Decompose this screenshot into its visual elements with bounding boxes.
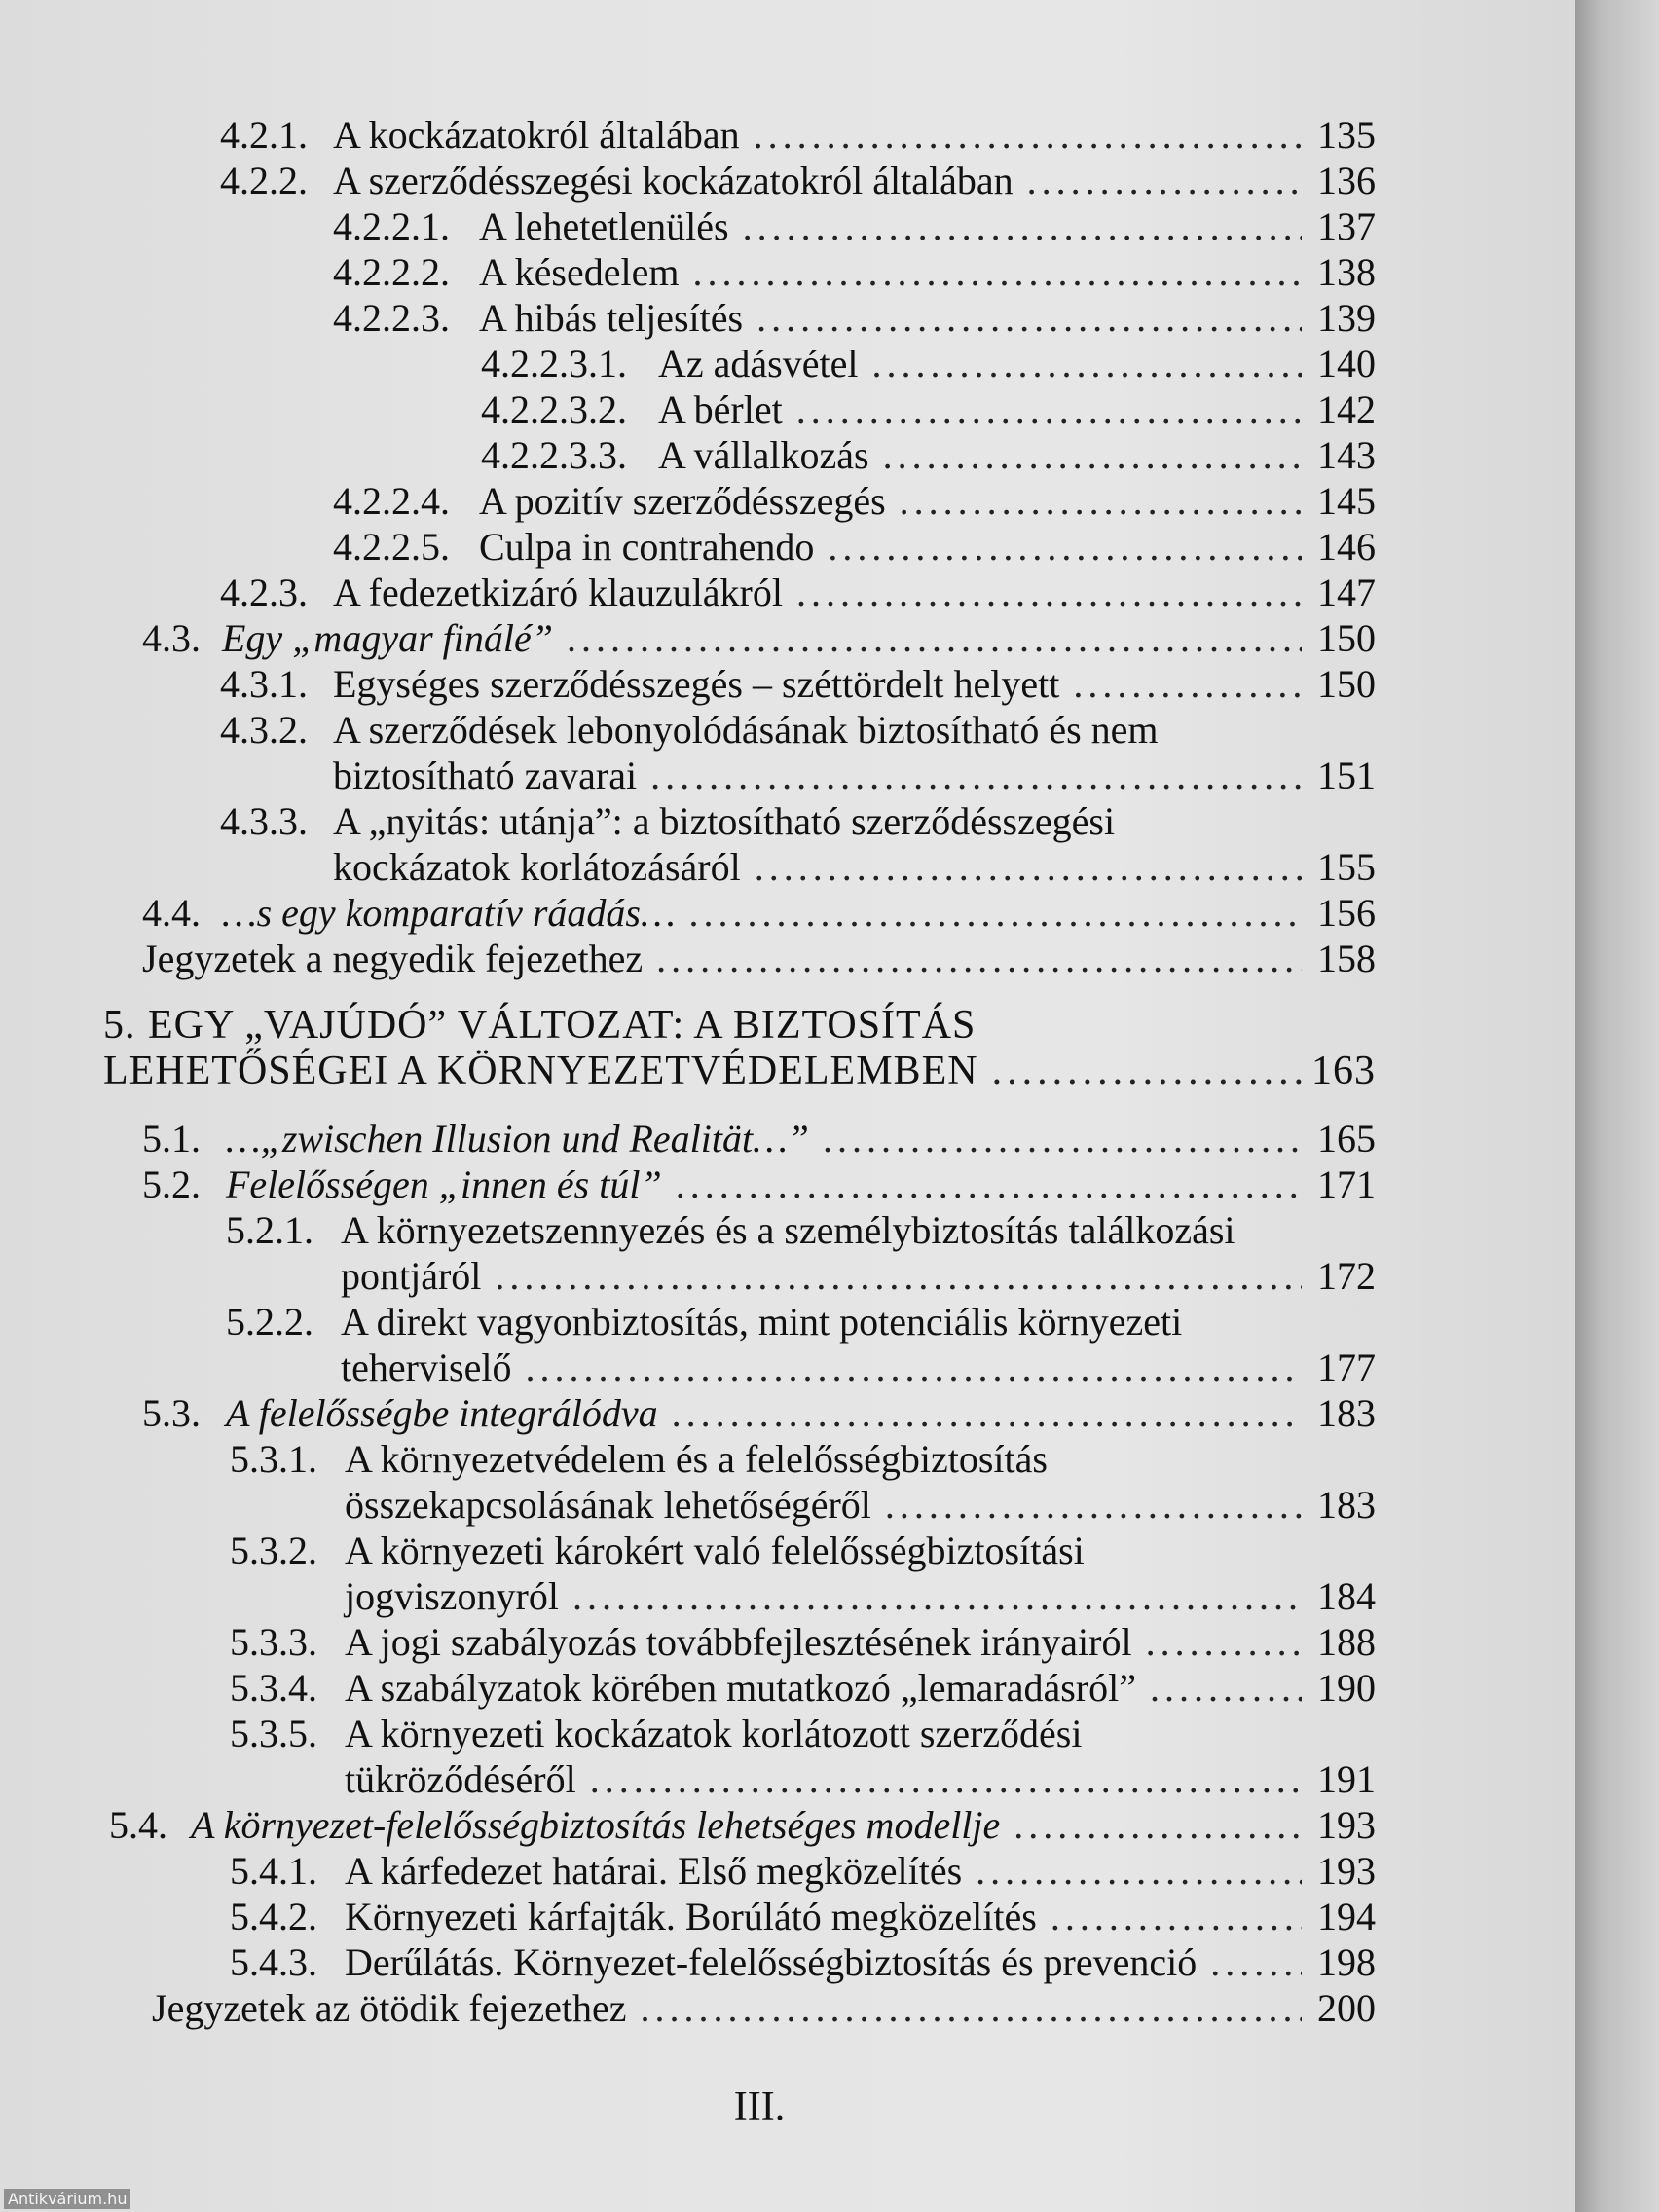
toc-entry <box>220 158 1376 203</box>
dot-leader <box>900 478 1302 524</box>
toc-entry-page: 194 <box>1317 1895 1376 1938</box>
dot-leader <box>693 249 1303 295</box>
toc-chapter-entry <box>103 1003 1376 1094</box>
toc-entry-number: 5.3.3. <box>230 1620 317 1664</box>
toc-entry <box>142 890 1376 936</box>
toc-entry-title: A direkt vagyonbiztosítás, mint potenciális környezeti <box>341 1300 1183 1344</box>
dot-leader <box>656 936 1302 981</box>
toc-entry-title: A bérlet <box>658 387 783 431</box>
toc-entry-number: 4.2.2.3.1. <box>481 342 627 386</box>
toc-entry-number: 5.4.2. <box>230 1895 317 1938</box>
toc-entry-page: 165 <box>1317 1117 1376 1161</box>
toc-entry-page: 158 <box>1317 937 1376 980</box>
toc-entry-title: Culpa in contrahendo <box>479 525 815 569</box>
toc-entry-number: 4.2.2.3.3. <box>481 433 627 477</box>
toc-entry-page: 140 <box>1317 342 1376 386</box>
dot-leader <box>1150 1665 1302 1711</box>
toc-entry-title: A jogi szabályozás továbbfejlesztésének irányairól <box>345 1620 1132 1664</box>
toc-entry-page: 172 <box>1317 1254 1376 1298</box>
toc-entry-page: 191 <box>1317 1757 1376 1801</box>
dot-leader <box>883 432 1302 478</box>
toc-entry-page: 193 <box>1317 1849 1376 1893</box>
toc-entry <box>152 1985 1376 2031</box>
dot-leader <box>572 1573 1302 1619</box>
toc-entry-number: 4.3.3. <box>220 799 308 843</box>
toc-entry-title: Felelősségen „innen és túl” <box>226 1162 662 1206</box>
toc-entry-title: Egységes szerződésszegés – széttördelt helyett <box>333 662 1060 706</box>
dot-leader <box>1210 1939 1302 1985</box>
toc-entry-title: A környezetszennyezés és a személybiztosítás találkozási <box>341 1208 1235 1252</box>
toc-entry-title-continued: pontjáról <box>341 1254 482 1298</box>
toc-entry-number: 4.4. <box>142 891 201 935</box>
dot-leader <box>641 1985 1303 2031</box>
dot-leader <box>650 753 1302 798</box>
toc-entry-page: 146 <box>1317 525 1376 569</box>
toc-entry-title-continued: összekapcsolásának lehetőségéről <box>345 1483 871 1527</box>
toc-entry <box>333 203 1376 249</box>
toc-entry-title: Jegyzetek az ötödik fejezethez <box>152 1986 627 2030</box>
dot-leader <box>1073 661 1302 707</box>
toc-entry-title-continued: kockázatok korlátozásáról <box>333 845 741 889</box>
toc-entry <box>142 615 1376 661</box>
toc-entry-page: 147 <box>1317 571 1376 614</box>
dot-leader <box>992 1049 1302 1094</box>
toc-entry-title: A környezetvédelem és a felelősségbiztosítás <box>345 1437 1048 1481</box>
toc-entry-number: 5. <box>103 1003 136 1048</box>
toc-entry-page: 183 <box>1317 1391 1376 1435</box>
toc-entry-page: 150 <box>1317 616 1376 660</box>
toc-entry-page: 200 <box>1317 1986 1376 2030</box>
toc-entry-page: 151 <box>1317 754 1376 797</box>
dot-leader <box>871 341 1302 387</box>
toc-entry-page: 137 <box>1317 204 1376 248</box>
toc-entry <box>230 1528 1376 1619</box>
toc-entry <box>333 295 1376 341</box>
dot-leader <box>756 295 1302 341</box>
toc-entry-title-continued: biztosítható zavarai <box>333 754 638 797</box>
toc-entry-title: A környezeti kockázatok korlátozott szerződési <box>345 1712 1083 1755</box>
toc-entry-title: A szerződések lebonyolódásának biztosítható és nem <box>333 708 1159 752</box>
toc-entry-title: A szerződésszegési kockázatokról általában <box>333 159 1014 203</box>
dot-leader <box>754 112 1302 158</box>
toc-entry-number: 4.2.2.3.2. <box>481 387 627 431</box>
dot-leader <box>676 1161 1302 1207</box>
toc-entry-page: 138 <box>1317 250 1376 294</box>
toc-entry-title: A pozitív szerződésszegés <box>479 479 886 523</box>
toc-entry-number: 5.3.5. <box>230 1712 317 1755</box>
toc-entry-title: Az adásvétel <box>658 342 859 386</box>
toc-entry <box>230 1848 1376 1894</box>
toc-entry-page: 184 <box>1317 1574 1376 1618</box>
toc-entry-page: 143 <box>1317 433 1376 477</box>
toc-entry-title: A késedelem <box>479 250 680 294</box>
toc-entry-number: 4.2.2.3. <box>333 296 450 340</box>
toc-entry-number: 4.2.2.1. <box>333 204 450 248</box>
dot-leader <box>495 1253 1302 1299</box>
toc-entry <box>481 341 1376 387</box>
dot-leader <box>796 570 1302 615</box>
toc-entry <box>220 661 1376 707</box>
toc-entry-page: 183 <box>1317 1483 1376 1527</box>
toc-entry-number: 5.2.2. <box>226 1300 313 1344</box>
toc-entry <box>481 387 1376 432</box>
toc-entry-number: 5.2. <box>142 1162 201 1206</box>
toc-entry <box>226 1207 1376 1299</box>
toc-entry <box>142 1116 1376 1161</box>
toc-entry-title: A lehetetlenülés <box>479 204 729 248</box>
toc-entry-number: 5.4. <box>109 1803 167 1847</box>
dot-leader <box>1146 1619 1302 1665</box>
toc-entry-title: A kárfedezet határai. Első megközelítés <box>345 1849 963 1893</box>
toc-entry-number: 5.3.2. <box>230 1529 317 1572</box>
toc-entry-title: A hibás teljesítés <box>479 296 744 340</box>
toc-entry <box>220 798 1376 890</box>
page-edge-shadow <box>1575 0 1659 2212</box>
toc-entry-title-continued: teherviselő <box>341 1346 512 1389</box>
dot-leader <box>743 203 1302 249</box>
toc-entry <box>333 524 1376 570</box>
toc-entry-page: 155 <box>1317 845 1376 889</box>
toc-entry-title: A kockázatokról általában <box>333 113 740 157</box>
toc-entry-page: 177 <box>1317 1346 1376 1389</box>
toc-entry-title: A fedezetkizáró klauzulákról <box>333 571 783 614</box>
dot-leader <box>823 1116 1302 1161</box>
toc-entry-number: 4.2.2. <box>220 159 308 203</box>
toc-entry-title: A „nyitás: utánja”: a biztosítható szerződésszegési <box>333 799 1116 843</box>
toc-entry-number: 4.3.2. <box>220 708 308 752</box>
toc-entry-number: 5.3.4. <box>230 1666 317 1710</box>
dot-leader <box>885 1482 1302 1528</box>
dot-leader <box>755 844 1302 890</box>
toc-entry-title-continued: jogviszonyról <box>345 1574 559 1618</box>
dot-leader <box>976 1848 1302 1894</box>
toc-entry <box>142 1161 1376 1207</box>
toc-entry-title: A szabályzatok körében mutatkozó „lemaradásról” <box>345 1666 1136 1710</box>
toc-entry-title: A környezeti károkért való felelősségbiztosítási <box>345 1529 1085 1572</box>
toc-entry-page: 145 <box>1317 479 1376 523</box>
toc-entry-page: 190 <box>1317 1666 1376 1710</box>
dot-leader <box>672 1390 1302 1436</box>
toc-entry-number: 5.4.3. <box>230 1940 317 1984</box>
page-number-footer: III. <box>733 2084 786 2129</box>
toc-entry-title: EGY „VAJÚDÓ” VÁLTOZAT: A BIZTOSÍTÁS <box>148 1003 977 1048</box>
toc-entry-page: 142 <box>1317 387 1376 431</box>
toc-entry-title: …„zwischen Illusion und Realität…” <box>226 1117 809 1161</box>
toc-entry <box>230 1711 1376 1802</box>
dot-leader <box>1051 1894 1302 1939</box>
toc-entry <box>333 478 1376 524</box>
toc-entry <box>142 936 1376 981</box>
dot-leader <box>590 1756 1302 1802</box>
toc-entry-number: 4.2.2.4. <box>333 479 450 523</box>
toc-entry-number: 4.2.1. <box>220 113 308 157</box>
toc-entry-title: Jegyzetek a negyedik fejezethez <box>142 937 644 980</box>
toc-entry-number: 5.1. <box>142 1117 201 1161</box>
toc-entry-page: 171 <box>1317 1162 1376 1206</box>
toc-entry-number: 5.4.1. <box>230 1849 317 1893</box>
toc-entry-number: 5.2.1. <box>226 1208 313 1252</box>
toc-entry <box>230 1939 1376 1985</box>
toc-entry-title: Derűlátás. Környezet-felelősségbiztosítás és prevenció <box>345 1940 1198 1984</box>
toc-entry <box>230 1894 1376 1939</box>
toc-entry-page: 188 <box>1317 1620 1376 1664</box>
dot-leader <box>567 615 1302 661</box>
dot-leader <box>1014 1802 1302 1848</box>
toc-entry-page: 156 <box>1317 891 1376 935</box>
dot-leader <box>526 1345 1303 1390</box>
toc-entry <box>230 1665 1376 1711</box>
toc-entry-title: Környezeti kárfajták. Borúlátó megközelítés <box>345 1895 1037 1938</box>
toc-entry-title: Egy „magyar finálé” <box>222 616 553 660</box>
toc-entry-title: A vállalkozás <box>658 433 869 477</box>
toc-entry-title-continued: LEHETŐSÉGEI A KÖRNYEZETVÉDELEMBEN <box>103 1049 978 1093</box>
toc-entry <box>481 432 1376 478</box>
toc-entry-page: 150 <box>1317 662 1376 706</box>
toc-entry-page: 139 <box>1317 296 1376 340</box>
toc-entry-number: 4.3. <box>142 616 201 660</box>
toc-entry <box>230 1436 1376 1528</box>
toc-entry-page: 136 <box>1317 159 1376 203</box>
toc-entry <box>109 1802 1376 1848</box>
toc-entry-title-continued: tükröződéséről <box>345 1757 576 1801</box>
dot-leader <box>796 387 1302 432</box>
dot-leader <box>828 524 1302 570</box>
toc-entry-number: 5.3.1. <box>230 1437 317 1481</box>
toc-entry <box>333 249 1376 295</box>
toc-entry <box>220 570 1376 615</box>
toc-entry-number: 4.2.2.2. <box>333 250 450 294</box>
toc-entry-page: 135 <box>1317 113 1376 157</box>
watermark-label: Antikvárium.hu <box>4 2189 130 2209</box>
toc-entry-number: 4.2.3. <box>220 571 308 614</box>
toc-entry <box>142 1390 1376 1436</box>
toc-entry <box>220 112 1376 158</box>
dot-leader <box>689 890 1302 936</box>
toc-entry <box>226 1299 1376 1390</box>
toc-entry-number: 5.3. <box>142 1391 201 1435</box>
dot-leader <box>1027 158 1302 203</box>
toc-entry-title: A környezet-felelősségbiztosítás lehetséges modellje <box>191 1803 1001 1847</box>
toc-entry-number: 4.3.1. <box>220 662 308 706</box>
toc-entry-page: 198 <box>1317 1940 1376 1984</box>
toc-entry-page: 163 <box>1311 1049 1376 1093</box>
toc-entry-title: A felelősségbe integrálódva <box>226 1391 658 1435</box>
toc-entry <box>230 1619 1376 1665</box>
toc-entry-number: 4.2.2.5. <box>333 525 450 569</box>
toc-entry-title: …s egy komparatív ráadás… <box>222 891 676 935</box>
toc-entry-page: 193 <box>1317 1803 1376 1847</box>
toc-entry <box>220 707 1376 798</box>
